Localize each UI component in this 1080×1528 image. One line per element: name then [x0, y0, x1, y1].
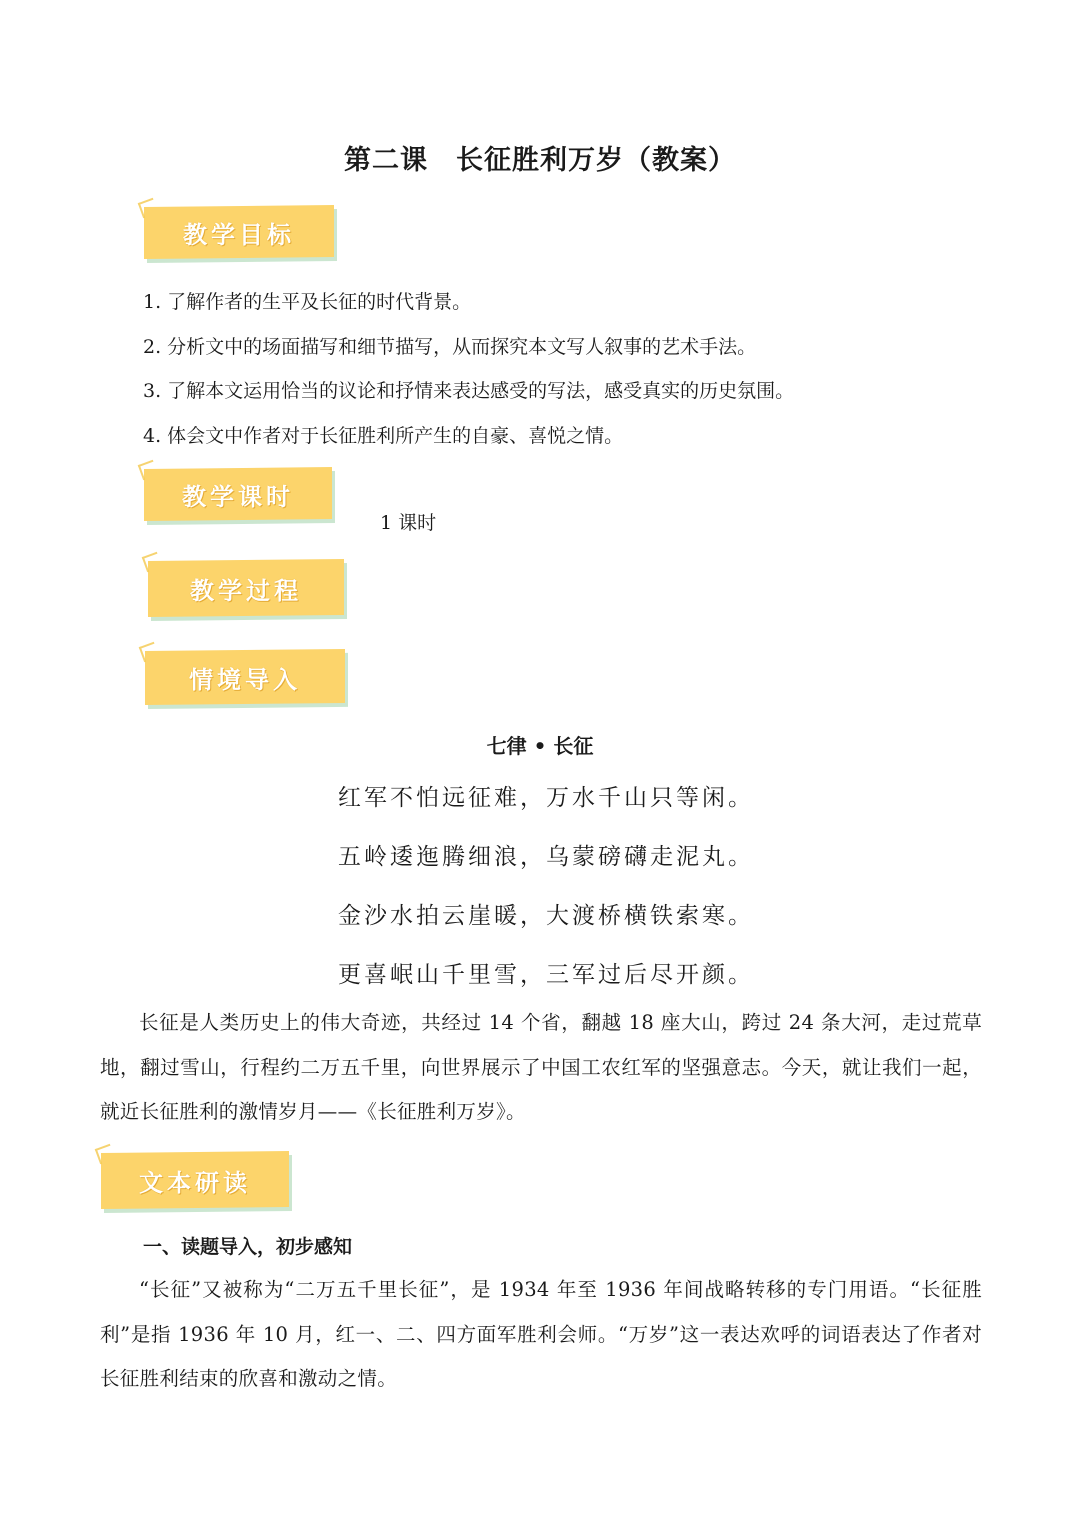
reading-subheading: 一、读题导入，初步感知	[143, 1236, 353, 1258]
poem-line: 五岭逶迤腾细浪，乌蒙磅礴走泥丸。	[338, 844, 754, 870]
section-label-text: 情境导入	[189, 665, 301, 694]
poem-line: 红军不怕远征难，万水千山只等闲。	[338, 785, 754, 811]
section-label-hours	[144, 468, 332, 520]
section-label-text: 教学目标	[183, 220, 295, 249]
poem-line: 更喜岷山千里雪，三军过后尽开颜。	[338, 962, 754, 988]
section-label-process	[148, 560, 344, 616]
poem-line: 金沙水拍云崖暖，大渡桥横铁索寒。	[338, 903, 754, 929]
section-label-text: 文本研读	[139, 1168, 251, 1197]
reading-paragraph: “长征”又被称为“二万五千里长征”，是 1934 年至 1936 年间战略转移的专门用语。“长征胜利”是指 1936 年 10 月，红一、二、四方面军胜利会师。“万岁”这一表达欢呼的词语表达了作者对长征胜利结束的欣喜和激动之情。	[100, 1278, 982, 1390]
class-hours-value: 1 课时	[380, 512, 437, 534]
section-label-text: 教学过程	[190, 576, 302, 605]
poem-title: 七律 • 长征	[486, 734, 594, 758]
objective-item: 3. 了解本文运用恰当的议论和抒情来表达感受的写法，感受真实的历史氛围。	[143, 380, 795, 402]
section-label-intro	[145, 650, 345, 704]
intro-paragraph: 长征是人类历史上的伟大奇迹，共经过 14 个省，翻越 18 座大山，跨过 24 条大河，走过荒草地，翻过雪山，行程约二万五千里，向世界展示了中国工农红军的坚强意志。今天，就让我们一起，就近长征胜利的激情岁月——《长征胜利万岁》。	[100, 1011, 982, 1123]
page-title: 第二课 长征胜利万岁（教案）	[344, 145, 736, 176]
section-label-text: 教学课时	[182, 482, 294, 511]
section-label-reading	[101, 1152, 289, 1208]
section-label-goals	[144, 206, 334, 258]
objective-item: 1. 了解作者的生平及长征的时代背景。	[143, 291, 472, 313]
objective-item: 2. 分析文中的场面描写和细节描写，从而探究本文写人叙事的艺术手法。	[143, 336, 757, 358]
objective-item: 4. 体会文中作者对于长征胜利所产生的自豪、喜悦之情。	[143, 425, 624, 447]
